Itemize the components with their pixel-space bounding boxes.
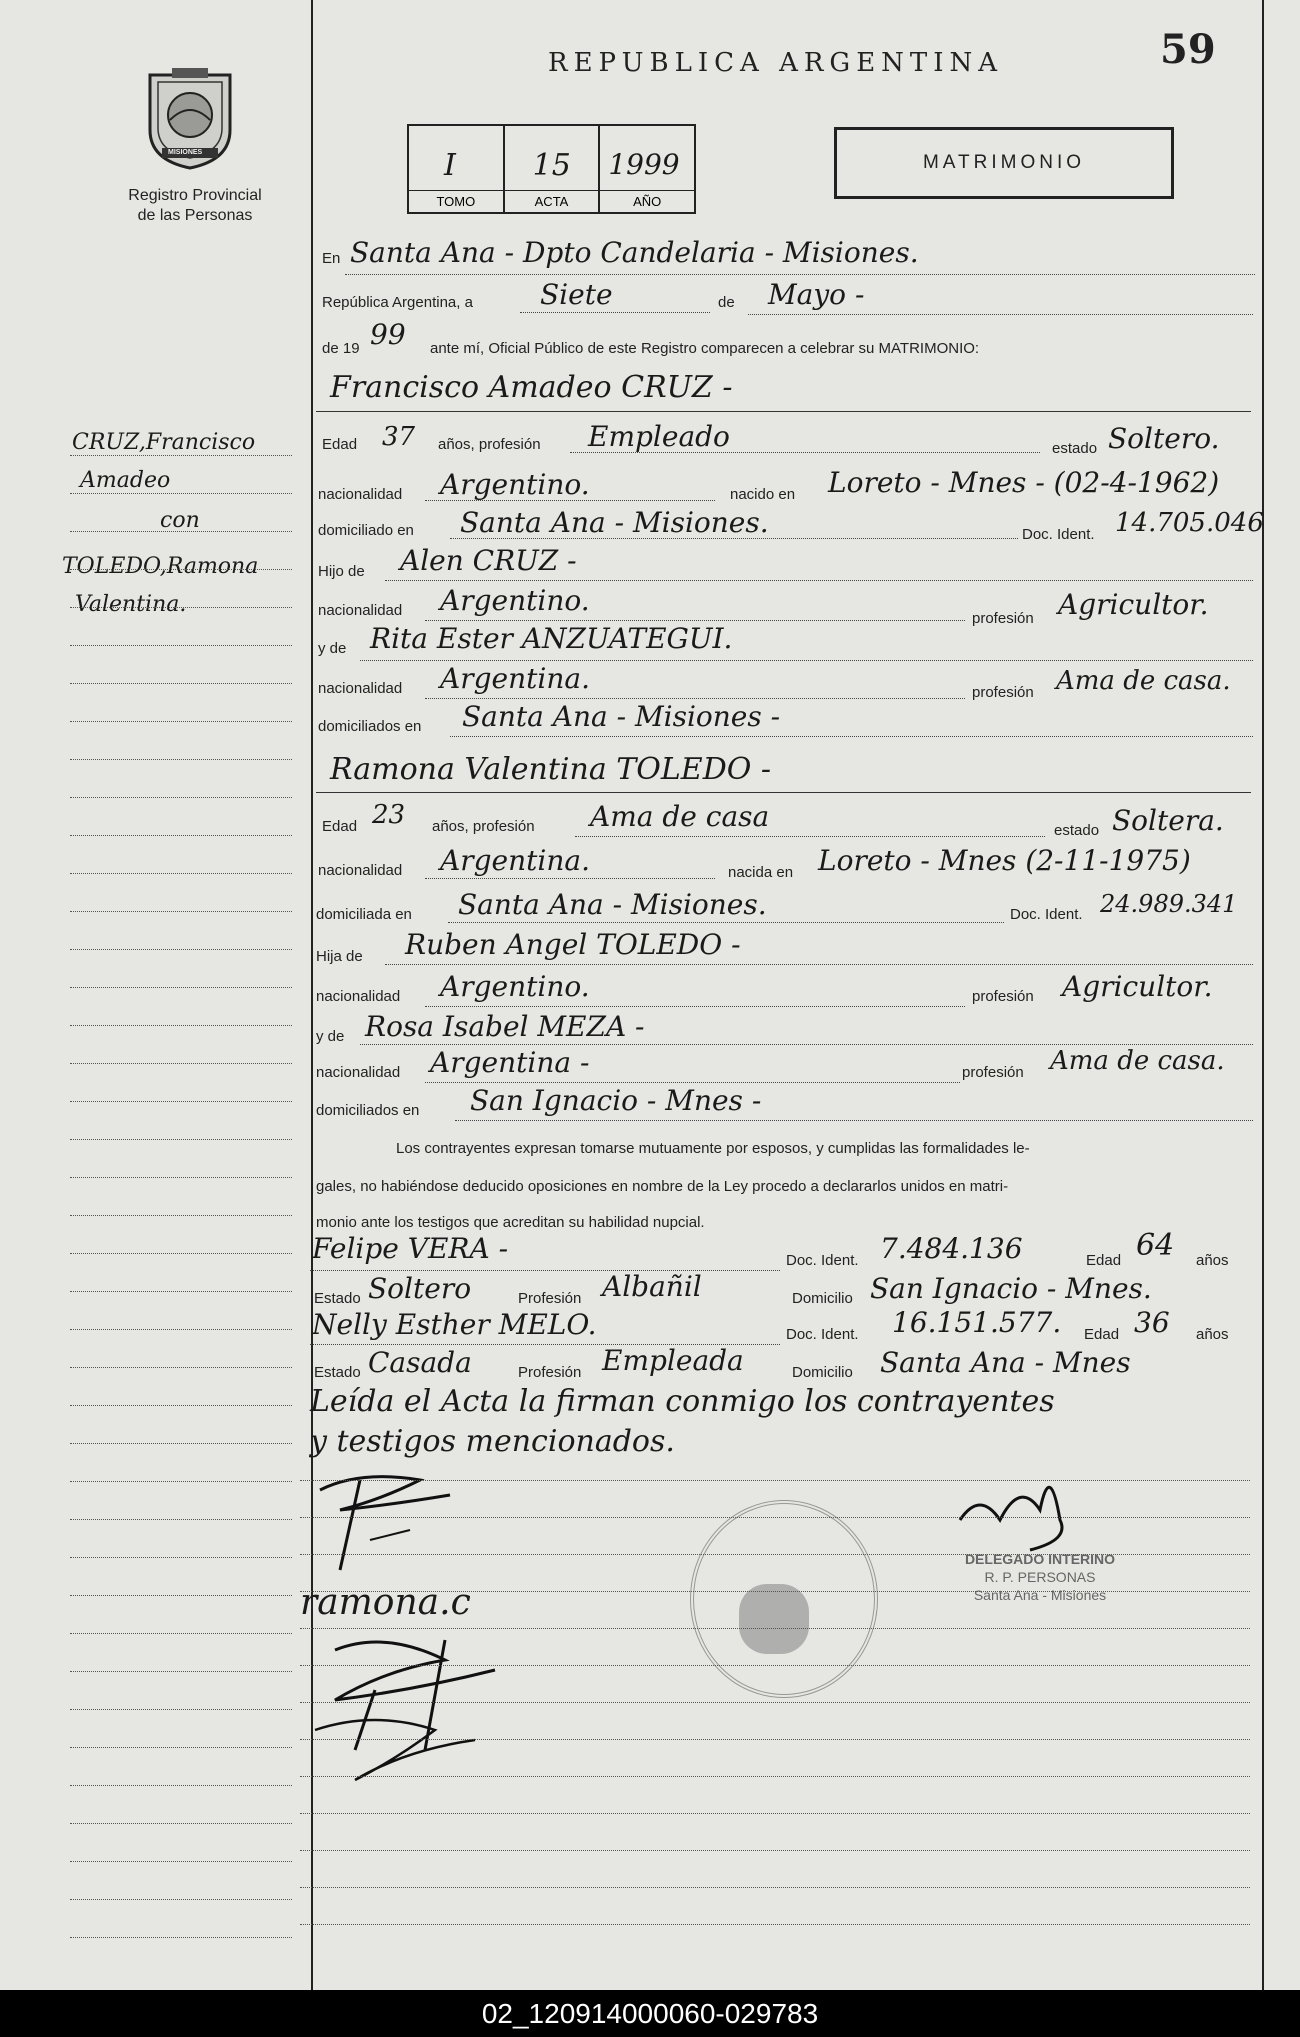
witness1-name: Felipe VERA - bbox=[312, 1232, 509, 1265]
bride-madre-nac-label: nacionalidad bbox=[316, 1064, 401, 1081]
margin-rule-line bbox=[70, 1215, 292, 1216]
witness1-anos-label: años bbox=[1196, 1252, 1229, 1269]
right-border bbox=[1262, 0, 1264, 1990]
tomo-label: TOMO bbox=[409, 190, 503, 209]
witness2-edad-label: Edad bbox=[1084, 1326, 1120, 1343]
groom-domicilio-label: domiciliado en bbox=[318, 522, 414, 539]
witness2-doc: 16.151.577. bbox=[892, 1306, 1062, 1339]
tomo-value: I bbox=[444, 148, 456, 183]
margin-rule-line bbox=[70, 721, 292, 722]
provincial-seal bbox=[140, 60, 240, 170]
bride-doc: 24.989.341 bbox=[1100, 890, 1238, 918]
bride-domicilio-label: domiciliada en bbox=[316, 906, 412, 923]
groom-nacionalidad: Argentino. bbox=[440, 468, 590, 501]
month: Mayo - bbox=[768, 278, 865, 311]
groom-yde-label: y de bbox=[318, 640, 347, 657]
margin-rule-line bbox=[70, 1671, 292, 1672]
margin-rule-line bbox=[70, 1253, 292, 1254]
day: Siete bbox=[540, 278, 613, 311]
groom-domiciliados: Santa Ana - Misiones - bbox=[462, 700, 781, 733]
country-title: REPUBLICA ARGENTINA bbox=[548, 48, 1004, 78]
margin-bride-name-2: Valentina. bbox=[75, 592, 187, 617]
margin-rule-line bbox=[70, 1101, 292, 1102]
margin-rule-line bbox=[70, 531, 292, 532]
groom-nacido-label: nacido en bbox=[730, 486, 796, 503]
groom-nacido: Loreto - Mnes - (02-4-1962) bbox=[828, 466, 1220, 499]
acta-value: 15 bbox=[532, 148, 571, 183]
margin-rule-line bbox=[70, 1025, 292, 1026]
groom-madre-prof-label: profesión bbox=[972, 684, 1034, 701]
bride-padre-nac: Argentino. bbox=[440, 970, 590, 1003]
bride-domiciliados-label: domiciliados en bbox=[316, 1102, 420, 1119]
margin-rule-line bbox=[70, 1595, 292, 1596]
margin-rule-line bbox=[70, 1823, 292, 1824]
margin-rule-line bbox=[70, 759, 292, 760]
page-number: 59 bbox=[1160, 26, 1216, 73]
body-rule-line bbox=[300, 1591, 1250, 1592]
margin-rule-line bbox=[70, 569, 292, 570]
margin-rule-line bbox=[70, 987, 292, 988]
margin-rule-line bbox=[70, 1785, 292, 1786]
bride-domicilio: Santa Ana - Misiones. bbox=[458, 888, 767, 921]
groom-domiciliados-label: domiciliados en bbox=[318, 718, 422, 735]
margin-groom-name-2: Amadeo bbox=[80, 468, 171, 493]
witness1-estado-label: Estado bbox=[314, 1290, 361, 1307]
margin-rule-line bbox=[70, 1291, 292, 1292]
bride-madre-nac: Argentina - bbox=[430, 1046, 590, 1079]
witness2-profesion: Empleada bbox=[602, 1344, 744, 1377]
groom-doc-label: Doc. Ident. bbox=[1022, 526, 1095, 543]
margin-rule-line bbox=[70, 455, 292, 456]
bride-nacionalidad-label: nacionalidad bbox=[318, 862, 403, 879]
body-rule-line bbox=[300, 1739, 1250, 1740]
bride-madre-prof-label: profesión bbox=[962, 1064, 1024, 1081]
margin-connector: con bbox=[160, 508, 200, 533]
bride-edad-label: Edad bbox=[322, 818, 358, 835]
margin-rule-line bbox=[70, 1329, 292, 1330]
place: Santa Ana - Dpto Candelaria - Misiones. bbox=[350, 236, 919, 269]
body-rule-line bbox=[300, 1850, 1250, 1851]
hijo-label: Hijo de bbox=[318, 563, 365, 580]
witness2-estado: Casada bbox=[368, 1346, 472, 1379]
bride-nacida: Loreto - Mnes (2-11-1975) bbox=[818, 844, 1191, 877]
closing-line-2: y testigos mencionados. bbox=[310, 1424, 675, 1459]
witness1-edad-label: Edad bbox=[1086, 1252, 1122, 1269]
bride-edad: 23 bbox=[372, 800, 406, 830]
groom-doc: 14.705.046 bbox=[1115, 508, 1264, 538]
body-rule-line bbox=[300, 1924, 1250, 1925]
margin-rule-line bbox=[70, 493, 292, 494]
groom-padre-nac-label: nacionalidad bbox=[318, 602, 403, 619]
declaration-line-3: monio ante los testigos que acreditan su habilidad nupcial. bbox=[316, 1214, 705, 1231]
margin-rule-line bbox=[70, 1519, 292, 1520]
record-id-box bbox=[407, 124, 696, 214]
registry-label-line1: Registro Provincial bbox=[128, 187, 262, 204]
body-rule-line bbox=[300, 1665, 1250, 1666]
bride-doc-label: Doc. Ident. bbox=[1010, 906, 1083, 923]
record-type: MATRIMONIO bbox=[922, 152, 1086, 173]
margin-rule-line bbox=[70, 645, 292, 646]
witness2-anos-label: años bbox=[1196, 1326, 1229, 1343]
record-type-box bbox=[834, 127, 1174, 199]
bride-anos-profesion-label: años, profesión bbox=[432, 818, 535, 835]
stamp-line-3: Santa Ana - Misiones bbox=[973, 1587, 1107, 1603]
bride-profesion: Ama de casa bbox=[590, 800, 770, 833]
margin-rule-line bbox=[70, 1937, 292, 1938]
seal-text: MISIONES bbox=[168, 149, 203, 156]
acta-cell bbox=[505, 126, 601, 212]
margin-rule-line bbox=[70, 1899, 292, 1900]
de-label: de bbox=[718, 294, 735, 311]
margin-rule-line bbox=[70, 1557, 292, 1558]
margin-bride-name: TOLEDO,Ramona bbox=[62, 554, 259, 579]
bride-padre-prof-label: profesión bbox=[972, 988, 1034, 1005]
witness1-domicilio-label: Domicilio bbox=[792, 1290, 853, 1307]
margin-rule-line bbox=[70, 683, 292, 684]
groom-edad-label: Edad bbox=[322, 436, 358, 453]
margin-rule-line bbox=[70, 1709, 292, 1710]
bride-estado-label: estado bbox=[1054, 822, 1100, 839]
margin-groom-name: CRUZ,Francisco bbox=[72, 430, 256, 455]
body-rule-line bbox=[300, 1813, 1250, 1814]
body-rule-line bbox=[300, 1554, 1250, 1555]
bride-padre-prof: Agricultor. bbox=[1062, 970, 1213, 1003]
tomo-cell bbox=[409, 126, 505, 212]
margin-rule-line bbox=[70, 949, 292, 950]
bride-estado: Soltera. bbox=[1112, 804, 1224, 837]
body-rule-line bbox=[300, 1517, 1250, 1518]
margin-rule-line bbox=[70, 1063, 292, 1064]
intro-statement: ante mí, Oficial Público de este Registro comparecen a celebrar su MATRIMONIO: bbox=[430, 340, 980, 357]
bride-padre-nac-label: nacionalidad bbox=[316, 988, 401, 1005]
bride-signature: ramona.c bbox=[300, 1582, 471, 1623]
margin-rule-line bbox=[70, 607, 292, 608]
margin-rule-line bbox=[70, 1443, 292, 1444]
witness1-domicilio: San Ignacio - Mnes. bbox=[870, 1272, 1152, 1305]
margin-rule-line bbox=[70, 873, 292, 874]
body-rule-line bbox=[300, 1702, 1250, 1703]
groom-madre-nac-label: nacionalidad bbox=[318, 680, 403, 697]
body-rule-line bbox=[300, 1628, 1250, 1629]
groom-edad: 37 bbox=[382, 422, 416, 452]
margin-rule-line bbox=[70, 797, 292, 798]
closing-line-1: Leída el Acta la firman conmigo los contrayentes bbox=[310, 1384, 1055, 1419]
bride-yde-label: y de bbox=[316, 1028, 345, 1045]
witness1-estado: Soltero bbox=[368, 1272, 472, 1305]
year-suffix: 99 bbox=[370, 318, 406, 351]
margin-rule-line bbox=[70, 1861, 292, 1862]
witness2-edad: 36 bbox=[1134, 1306, 1170, 1339]
witness2-domicilio: Santa Ana - Mnes bbox=[880, 1346, 1131, 1379]
groom-name: Francisco Amadeo CRUZ - bbox=[330, 370, 733, 405]
bride-domiciliados: San Ignacio - Mnes - bbox=[470, 1084, 762, 1117]
acta-label: ACTA bbox=[505, 190, 599, 209]
bride-madre: Rosa Isabel MEZA - bbox=[365, 1010, 645, 1043]
groom-anos-profesion-label: años, profesión bbox=[438, 436, 541, 453]
margin-rule-line bbox=[70, 835, 292, 836]
bride-name: Ramona Valentina TOLEDO - bbox=[330, 752, 772, 787]
stamp-line-1: DELEGADO INTERINO bbox=[964, 1551, 1116, 1567]
witness1-profesion: Albañil bbox=[602, 1270, 702, 1303]
bride-nacida-label: nacida en bbox=[728, 864, 794, 881]
declaration-line-2: gales, no habiéndose deducido oposiciones en nombre de la Ley procedo a declararlos unidos en matri- bbox=[316, 1178, 1009, 1195]
witness2-doc-label: Doc. Ident. bbox=[786, 1326, 859, 1343]
witness2-profesion-label: Profesión bbox=[518, 1364, 582, 1381]
margin-rule-line bbox=[70, 911, 292, 912]
ano-cell bbox=[600, 126, 694, 212]
groom-padre: Alen CRUZ - bbox=[400, 544, 577, 577]
official-seal-stamp bbox=[690, 1500, 878, 1698]
republica-label: República Argentina, a bbox=[322, 294, 473, 311]
margin-rule-line bbox=[70, 1633, 292, 1634]
document-id-footer: 02_120914000060-029783 bbox=[0, 1990, 1300, 2037]
groom-nacionalidad-label: nacionalidad bbox=[318, 486, 403, 503]
registry-label bbox=[80, 186, 310, 226]
en-label: En bbox=[322, 250, 341, 267]
groom-madre-prof: Ama de casa. bbox=[1056, 666, 1231, 696]
year-prefix: de 19 bbox=[322, 340, 360, 357]
margin-rule-line bbox=[70, 1481, 292, 1482]
groom-padre-prof-label: profesión bbox=[972, 610, 1034, 627]
witness1-profesion-label: Profesión bbox=[518, 1290, 582, 1307]
hija-label: Hija de bbox=[316, 948, 363, 965]
margin-rule-line bbox=[70, 1747, 292, 1748]
margin-rule-line bbox=[70, 1405, 292, 1406]
groom-padre-nac: Argentino. bbox=[440, 584, 590, 617]
bride-madre-prof: Ama de casa. bbox=[1050, 1046, 1225, 1076]
groom-estado: Soltero. bbox=[1108, 422, 1220, 455]
margin-rule-line bbox=[70, 1367, 292, 1368]
ano-label: AÑO bbox=[600, 190, 694, 209]
witness1-edad: 64 bbox=[1136, 1228, 1175, 1263]
groom-profesion: Empleado bbox=[588, 420, 730, 453]
margin-rule-line bbox=[70, 1177, 292, 1178]
declaration-line-1: Los contrayentes expresan tomarse mutuamente por esposos, y cumplidas las formalidades le- bbox=[396, 1140, 1030, 1157]
registry-label-line2: de las Personas bbox=[137, 207, 253, 224]
groom-estado-label: estado bbox=[1052, 440, 1098, 457]
witness2-name: Nelly Esther MELO. bbox=[312, 1308, 597, 1341]
witness1-doc-label: Doc. Ident. bbox=[786, 1252, 859, 1269]
body-rule-line bbox=[300, 1776, 1250, 1777]
groom-domicilio: Santa Ana - Misiones. bbox=[460, 506, 769, 539]
witness2-domicilio-label: Domicilio bbox=[792, 1364, 853, 1381]
body-rule-line bbox=[300, 1480, 1250, 1481]
witness1-doc: 7.484.136 bbox=[880, 1232, 1023, 1265]
ano-value: 1999 bbox=[608, 148, 680, 181]
stamp-line-2: R. P. PERSONAS bbox=[984, 1569, 1096, 1585]
bride-nacionalidad: Argentina. bbox=[440, 844, 590, 877]
body-rule-line bbox=[300, 1887, 1250, 1888]
margin-rule-line bbox=[70, 1139, 292, 1140]
bride-padre: Ruben Angel TOLEDO - bbox=[405, 928, 741, 961]
witness2-estado-label: Estado bbox=[314, 1364, 361, 1381]
groom-madre: Rita Ester ANZUATEGUI. bbox=[370, 622, 733, 655]
delegate-stamp bbox=[920, 1550, 1160, 1604]
witness-signatures bbox=[295, 1630, 555, 1795]
groom-madre-nac: Argentina. bbox=[440, 662, 590, 695]
groom-padre-prof: Agricultor. bbox=[1058, 588, 1209, 621]
